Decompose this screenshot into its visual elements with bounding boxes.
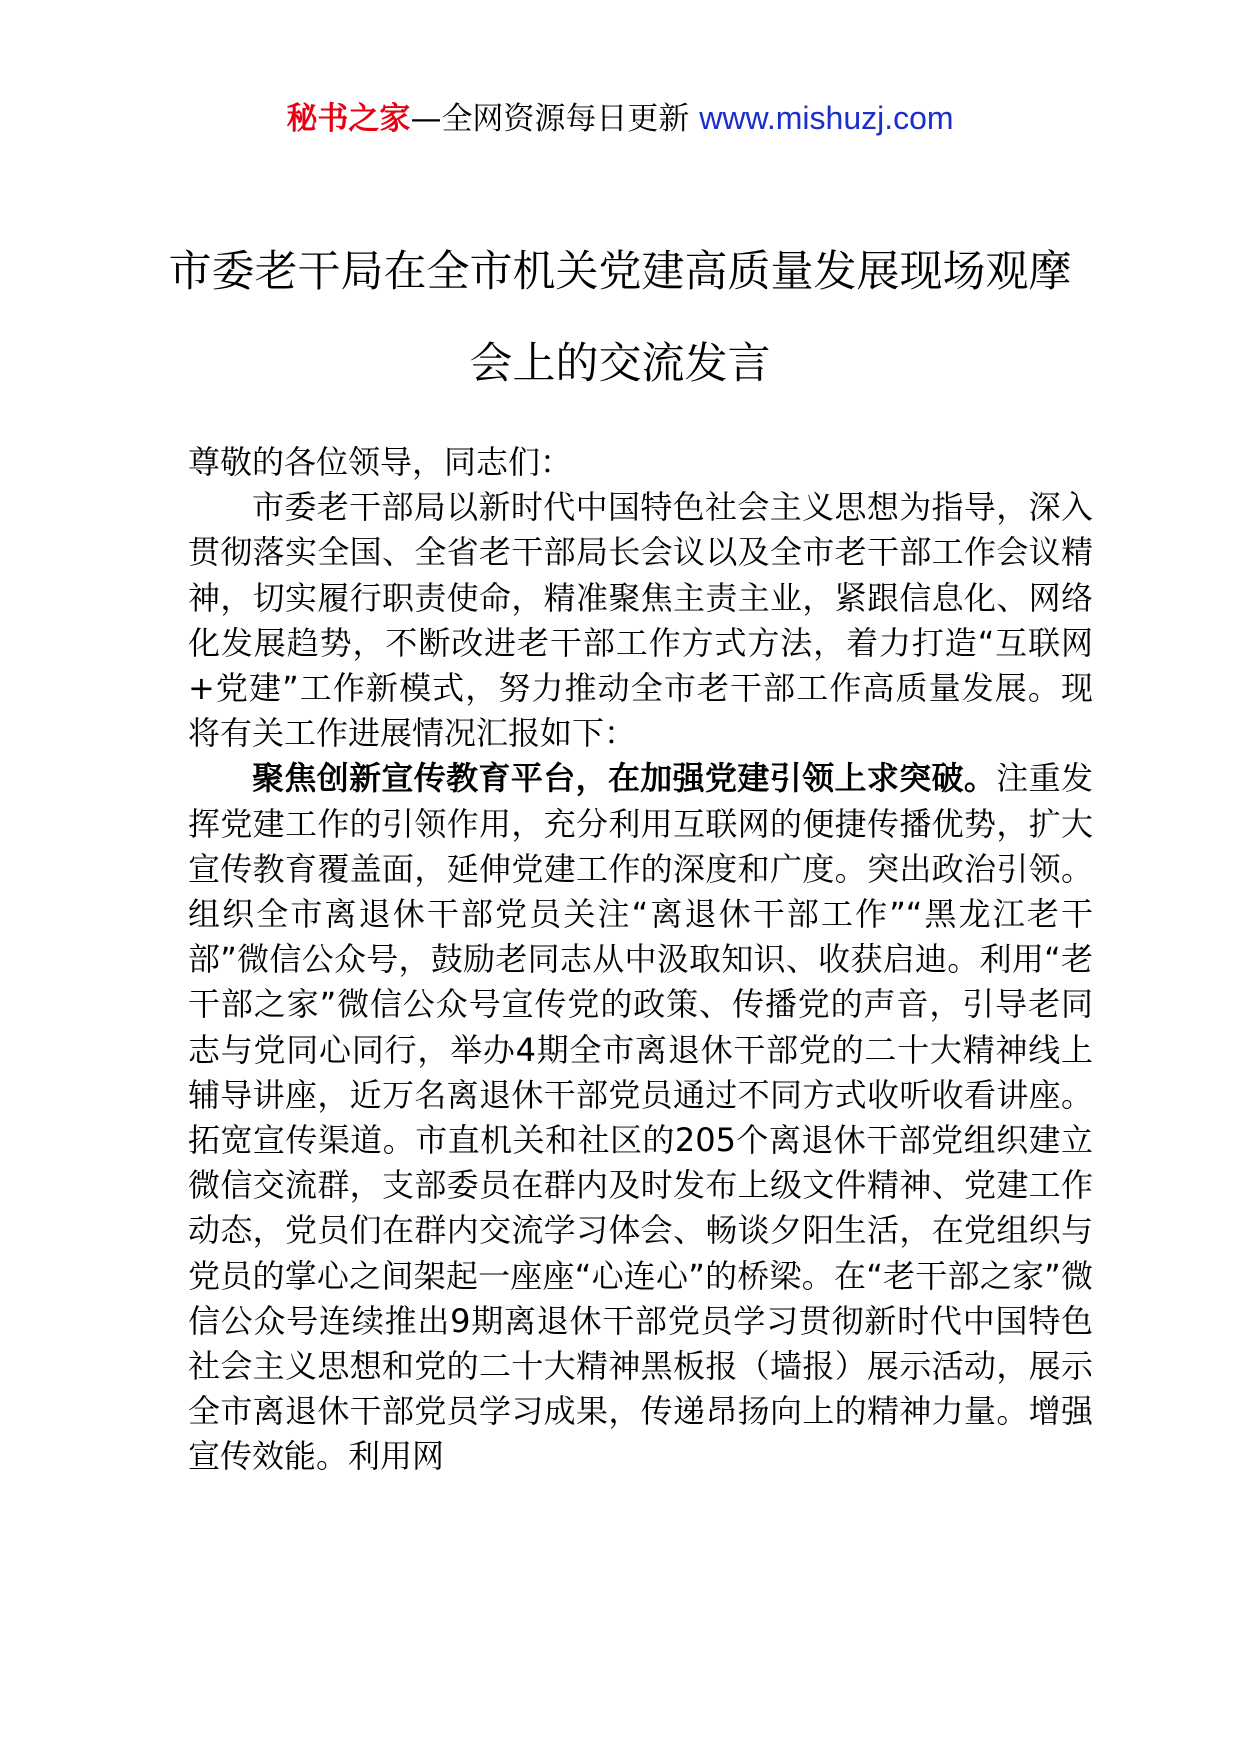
site-header — [0, 98, 1240, 139]
section-heading: 聚焦创新宣传教育平台，在加强党建引领上求突破。 — [252, 759, 997, 798]
document-title: 市委老干局在全市机关党建高质量发展现场观摩会上的交流发言 — [168, 247, 1072, 389]
site-slogan: —全网资源每日更新 — [410, 101, 700, 137]
site-url-link[interactable]: www.mishuzj.com — [699, 100, 954, 136]
document-body — [188, 440, 1093, 1480]
section-body: 注重发挥党建工作的引领作用，充分利用互联网的便捷传播优势，扩大宣传教育覆盖面，延伸党建工作的深度和广度。突出政治引领。组织全市离退休干部党员关注“离退休干部工作”“黑龙江老干部”微信公众号，鼓励老同志从中汲取知识、收获启迪。利用“老干部之家”微信公众号宣传党的政策、传播党的声音，引导老同志与党同心同行，举办4期全市离退休干部党的二十大精神线上辅导讲座，近万名离退休干部党员通过不同方式收听收看讲座。拓宽宣传渠道。市直机关和社区的205个离退休干部党组织建立微信交流群，支部委员在群内及时发布上级文件精神、党建工作动态，党员们在群内交流学习体会、畅谈夕阳生活，在党组织与党员的掌心之间架起一座座“心连心”的桥梁。在“老干部之家”微信公众号连续推出9期离退休干部党员学习贯彻新时代中国特色社会主义思想和党的二十大精神黑板报（墙报）展示活动，展示全市离退休干部党员学习成果，传递昂扬向上的精神力量。增强宣传效能。利用网 — [188, 759, 1093, 1476]
intro-paragraph: 市委老干部局以新时代中国特色社会主义思想为指导，深入贯彻落实全国、全省老干部局长会议以及全市老干部工作会议精神，切实履行职责使命，精准聚焦主责主业，紧跟信息化、网络化发展趋势，不断改进老干部工作方式方法，着力打造“互联网+党建”工作新模式，努力推动全市老干部工作高质量发展。现将有关工作进展情况汇报如下： — [188, 488, 1093, 753]
section-paragraph — [188, 756, 1093, 1479]
greeting: 尊敬的各位领导，同志们： — [188, 443, 573, 481]
brand-name: 秘书之家 — [286, 101, 411, 137]
